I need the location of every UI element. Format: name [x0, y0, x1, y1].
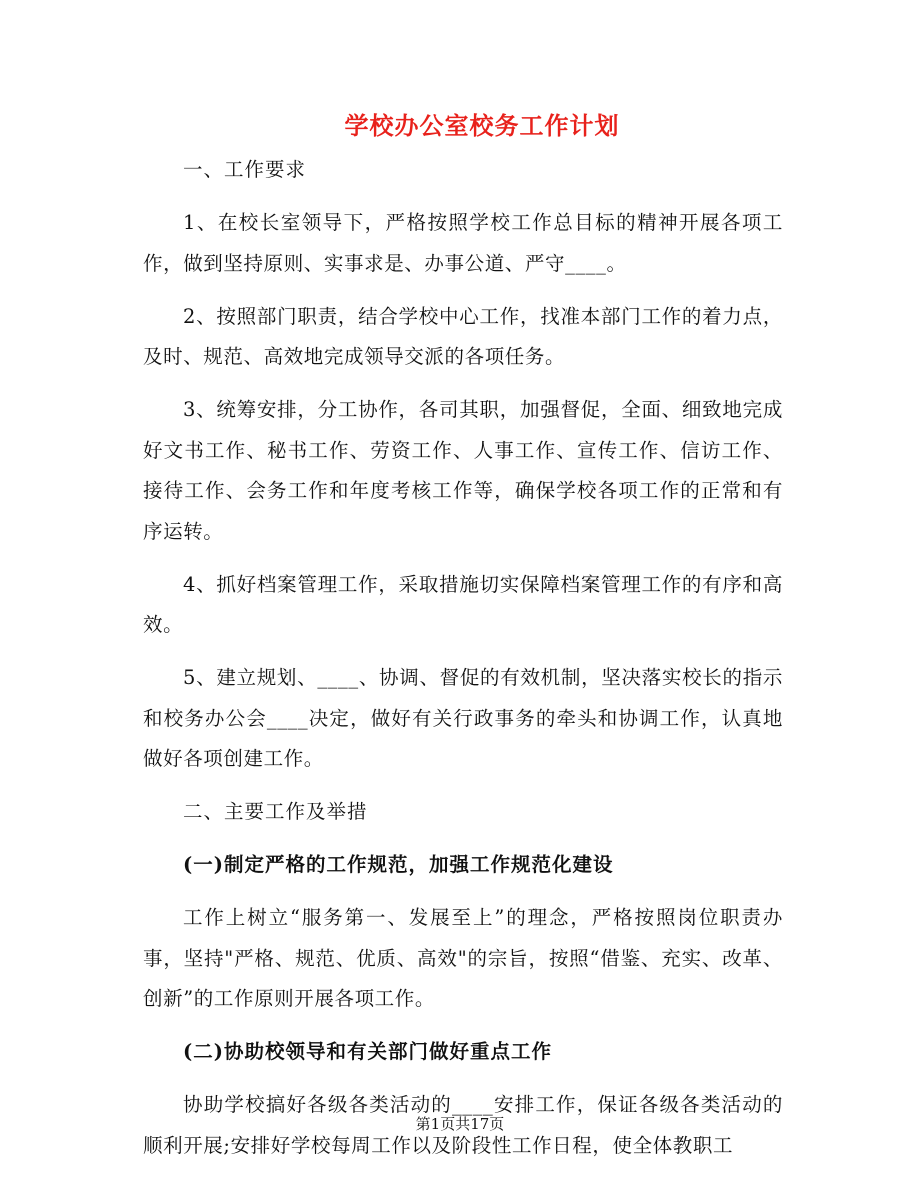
page-number-footer: 第1页共17页	[415, 1115, 505, 1133]
document-title: 学校办公室校务工作计划	[344, 111, 620, 140]
document-body	[143, 150, 783, 1179]
subsection-heading-2: (二)协助校领导和有关部门做好重点工作	[183, 1040, 552, 1063]
paragraph-5: 5、建立规划、____、协调、督促的有效机制，坚决落实校长的指示和校务办公会____决定，做好有关行政事务的牵头和协调工作，认真地做好各项创建工作。	[143, 666, 783, 770]
section-heading-requirements: 一、工作要求	[183, 158, 307, 181]
subsection-paragraph-2: 协助学校搞好各级各类活动的____安排工作，保证各级各类活动的顺利开展;安排好学校每周工作以及阶段性工作日程，使全体教职工	[143, 1093, 783, 1157]
subsection-heading-1: (一)制定严格的工作规范，加强工作规范化建设	[183, 853, 614, 876]
paragraph-2: 2、按照部门职责，结合学校中心工作，找准本部门工作的着力点，及时、规范、高效地完成领导交派的各项任务。	[143, 304, 783, 368]
subsection-paragraph-1: 工作上树立“服务第一、发展至上”的理念，严格按照岗位职责办事，坚持"严格、规范、优质、高效"的宗旨，按照“借鉴、充实、改革、创新”的工作原则开展各项工作。	[143, 906, 783, 1010]
paragraph-3: 3、统筹安排，分工协作，各司其职，加强督促，全面、细致地完成好文书工作、秘书工作、劳资工作、人事工作、宣传工作、信访工作、接待工作、会务工作和年度考核工作等，确保学校各项工作的正常和有序运转。	[143, 398, 783, 543]
paragraph-4: 4、抓好档案管理工作，采取措施切实保障档案管理工作的有序和高效。	[143, 572, 783, 636]
section-heading-main-work: 二、主要工作及举措	[183, 800, 368, 823]
paragraph-1: 1、在校长室领导下，严格按照学校工作总目标的精神开展各项工作，做到坚持原则、实事求是、办事公道、严守____。	[143, 211, 783, 275]
